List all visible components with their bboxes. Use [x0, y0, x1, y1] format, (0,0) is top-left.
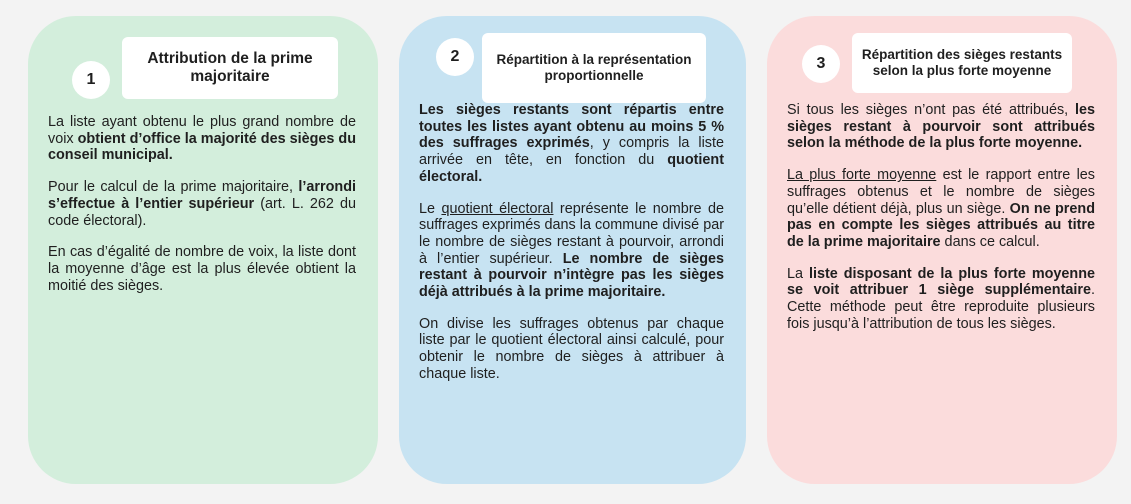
text-run: est le rapport entre les suffrages obtenus et le nombre de sièges qu’elle détient déjà, plus un siège.: [787, 167, 1095, 217]
card-plus-forte-moyenne: [767, 16, 1117, 484]
card-title: Répartition des sièges restants selon la plus forte moyenne: [852, 33, 1072, 93]
text-run: , y compris la liste arrivée en tête, en fonction du: [419, 135, 724, 169]
bold-text: On ne prend pas en compte les sièges attribués au titre de la prime majoritaire: [787, 200, 1095, 250]
card-paragraph: [787, 102, 1095, 152]
bold-text: Le nombre de sièges restant à pourvoir n’intègre pas les sièges déjà attribués à la prime majoritaire.: [419, 250, 724, 301]
underlined-term: La plus forte moyenne: [787, 167, 937, 184]
bold-text: les sièges restant à pourvoir sont attribués selon la méthode de la plus forte moyenne.: [787, 102, 1095, 152]
text-run: En cas d’égalité de nombre de voix, la liste dont la moyenne d’âge est la plus élevée obtient la moitié des sièges.: [48, 244, 356, 294]
card-paragraph: [48, 244, 356, 294]
text-run: (art. L. 262 du code électoral).: [48, 195, 356, 229]
step-number-badge: 1: [72, 61, 110, 99]
card-paragraph: [48, 114, 356, 164]
card-paragraph: [419, 316, 724, 383]
text-run: La liste ayant obtenu le plus grand nombre de voix: [48, 114, 356, 147]
card-body: [419, 102, 724, 398]
card-body: [48, 114, 356, 309]
bold-text: Les sièges restants sont répartis entre toutes les listes ayant obtenu au moins 5 % des suffrages exprimés: [419, 102, 724, 152]
underlined-term: quotient électoral: [441, 200, 554, 217]
text-run: Le: [419, 200, 442, 217]
card-title: Attribution de la prime majoritaire: [122, 37, 338, 99]
text-run: dans ce calcul.: [940, 233, 1040, 250]
text-run: La: [787, 265, 809, 282]
card-title: Répartition à la représentation proportionnelle: [482, 33, 706, 103]
card-paragraph: [419, 102, 724, 186]
card-representation-proportionnelle: [399, 16, 746, 484]
bold-text: liste disposant de la plus forte moyenne se voit attribuer 1 siège supplémentaire: [787, 265, 1095, 299]
card-body: [787, 102, 1095, 347]
text-run: On divise les suffrages obtenus par chaque liste par le quotient électoral ainsi calculé, pour obtenir le nombre de sièges à attribuer à chaque liste.: [419, 315, 724, 382]
card-paragraph: [787, 167, 1095, 251]
text-run: . Cette méthode peut être reproduite plusieurs fois jusqu’à l’attribution de tous les sièges.: [787, 282, 1095, 332]
bold-text: l’arrondi s’effectue à l’entier supérieur: [48, 179, 356, 212]
bold-text: quotient électoral.: [419, 152, 724, 185]
text-run: représente le nombre de suffrages exprimés dans la commune divisé par le nombre de sièges restant à pourvoir, arrondi à l’entier supérieur.: [419, 200, 724, 267]
card-paragraph: [419, 201, 724, 301]
step-number-badge: 3: [802, 45, 840, 83]
step-number-badge: 2: [436, 38, 474, 76]
card-paragraph: [787, 266, 1095, 333]
card-prime-majoritaire: [28, 16, 378, 484]
card-paragraph: [48, 179, 356, 229]
bold-text: obtient d’office la majorité des sièges du conseil municipal.: [48, 130, 356, 164]
text-run: Si tous les sièges n’ont pas été attribués,: [787, 102, 1075, 118]
text-run: Pour le calcul de la prime majoritaire,: [48, 179, 299, 196]
